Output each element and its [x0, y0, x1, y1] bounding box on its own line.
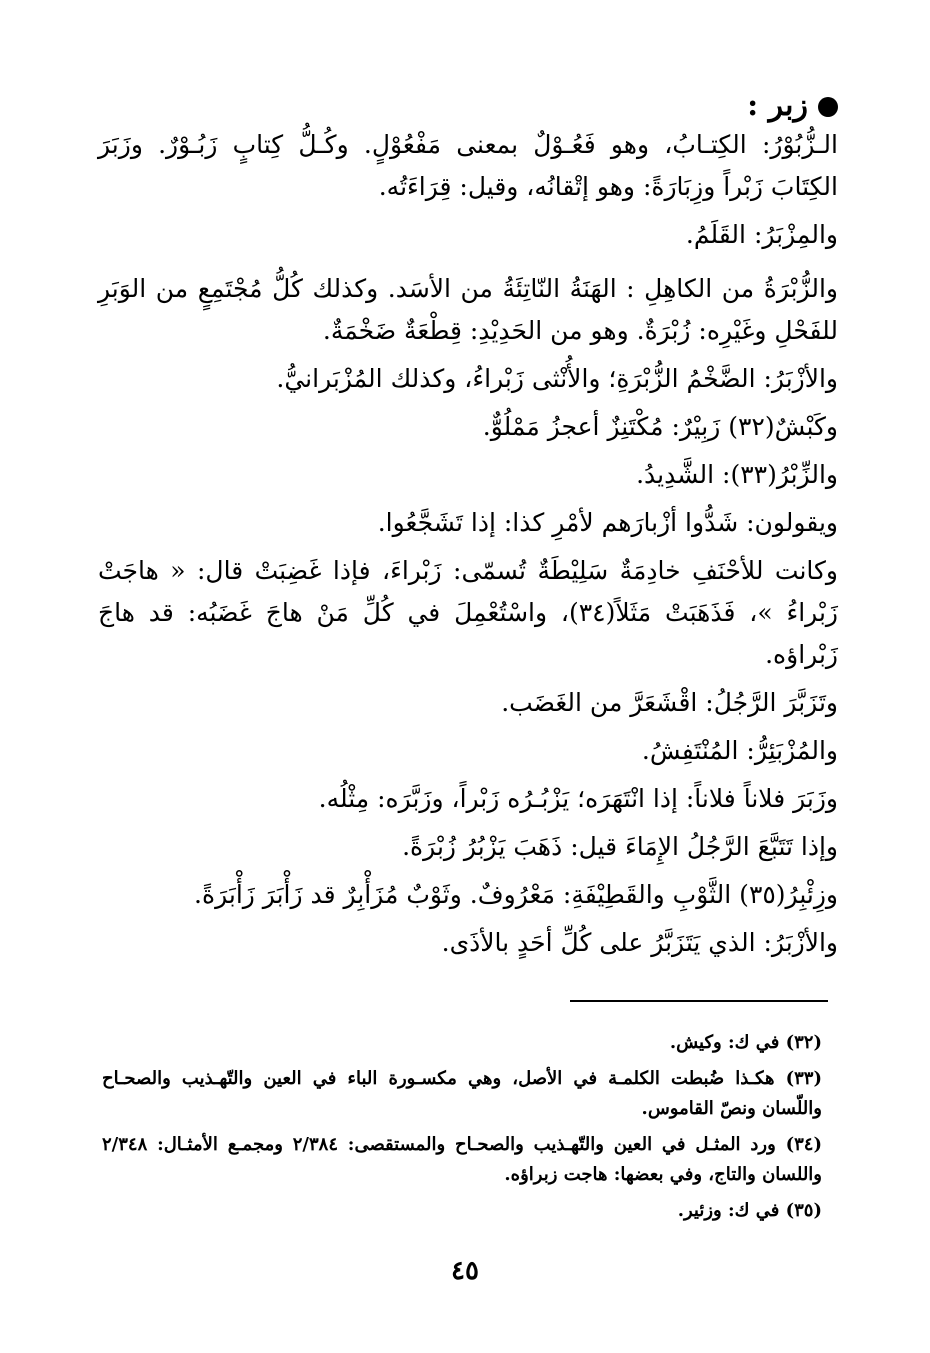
paragraph: الـزُّبُوْرُ: الكِتـابُ، وهو فَعُـوْلٌ بمعنى مَفْعُوْلٍ. وكُـلُّ كِتابٍ زَبُـوْرٌ. وزَبَرَ الكِتَابَ زَبْراً وزِبَارَةً: وهو إتْقانُه، وقيل: قِرَاءَتُه.	[98, 130, 838, 201]
paragraph: وزَبَرَ فلاناً فلاناً: إذا انْتَهَرَه؛ يَزْبُـرُه زَبْراً، وزَبَّرَه: مِثْلُه.	[318, 784, 838, 813]
footnote: (٣٢) في ك: وكيش.	[669, 1032, 822, 1053]
paragraph: وإذا تَتَبَّعَ الرَّجُلُ الإِمَاءَ قيل: ذَهَبَ يَزْبُرُ زُبْرَةً.	[402, 832, 838, 861]
footnote: (٣٣) هكـذا ضُبطت الكلمـة في الأصل، وهي مكسـورة الباء في العين والتّهـذيب والصحـاح واللّسان ونصّ القاموس.	[102, 1068, 822, 1119]
paragraph: وتَزَبَّرَ الرَّجُلُ: اقْشَعَرَّ من الغَضَب.	[501, 688, 838, 717]
paragraph: والأزْبَرُ: الضَّخْمُ الزُّبْرَةِ؛ والأُنْثى زَبْراءُ، وكذلك المُزْبَرانيُّ.	[276, 364, 838, 393]
paragraph: والزِّبْرُ(٣٣): الشَّدِيدُ.	[636, 460, 838, 489]
footnote: (٣٤) ورد المثـل في العين والتّهـذيب والصحـاح والمستقصى: ٢/٣٨٤ ومجمـع الأمثـال: ٢/٣٤٨ واللسان والتاج، وفي بعضها: هاجت زبراؤه.	[102, 1134, 822, 1185]
paragraph: وزِئْبِرُ(٣٥) الثَّوْبِ والقَطِيْفَةِ: مَعْرُوفٌ. وثَوْبٌ مُزَأْبِرٌ قد زَأْبَرَ زَأْبَرَةً.	[194, 880, 838, 909]
bullet-icon	[818, 97, 838, 117]
entry-root-label: زبر :	[747, 88, 808, 123]
entry-heading	[747, 86, 838, 126]
paragraph: ويقولون: شَدُّوا أزْبارَهم لأمْرِ كذا: إذا تَشَجَّعُوا.	[377, 508, 838, 537]
paragraph: وكَبْشٌ(٣٢) زَبِيْرٌ: مُكْتَنِزٌ أعجزُ مَمْلُوٌّ.	[482, 412, 838, 441]
paragraph: والمِزْبَرُ: القَلَمُ.	[685, 220, 838, 249]
entry-body	[98, 124, 838, 970]
page-number: ٤٥	[451, 1256, 479, 1286]
footnote-divider	[570, 1000, 828, 1002]
paragraph: وكانت للأحْنَفِ خادِمَةٌ سَلِيْطَةٌ تُسمّى: زَبْراءَ، فإذا غَضِبَتْ قال: « هاجَتْ زَبْراءُ »، فَذَهَبَتْ مَثَلاً(٣٤)، واسْتُعْمِلَ في كُلِّ مَنْ هاجَ غَضَبُه: قد هاجَ زَبْراؤه.	[98, 556, 838, 669]
footnote: (٣٥) في ك: وزئير.	[677, 1200, 822, 1221]
paragraph: والزُّبْرَةُ من الكاهِلِ : الهَنَةُ النّاتِئَةُ من الأسَد. وكذلك كُلُّ مُجْتَمِعٍ من الوَبَرِ للفَحْلِ وغَيْرِه: زُبْرَةٌ. وهو من الحَدِيْدِ: قِطْعَةٌ ضَخْمَةٌ.	[98, 274, 838, 345]
paragraph: والأزْبَرُ: الذي يَتَزَبَّرُ على كُلِّ أحَدٍ بالأذَى.	[441, 928, 838, 957]
paragraph: والمُزْبَئِرُّ: المُنْتَفِشُ.	[641, 736, 838, 765]
footnotes	[102, 1028, 822, 1232]
